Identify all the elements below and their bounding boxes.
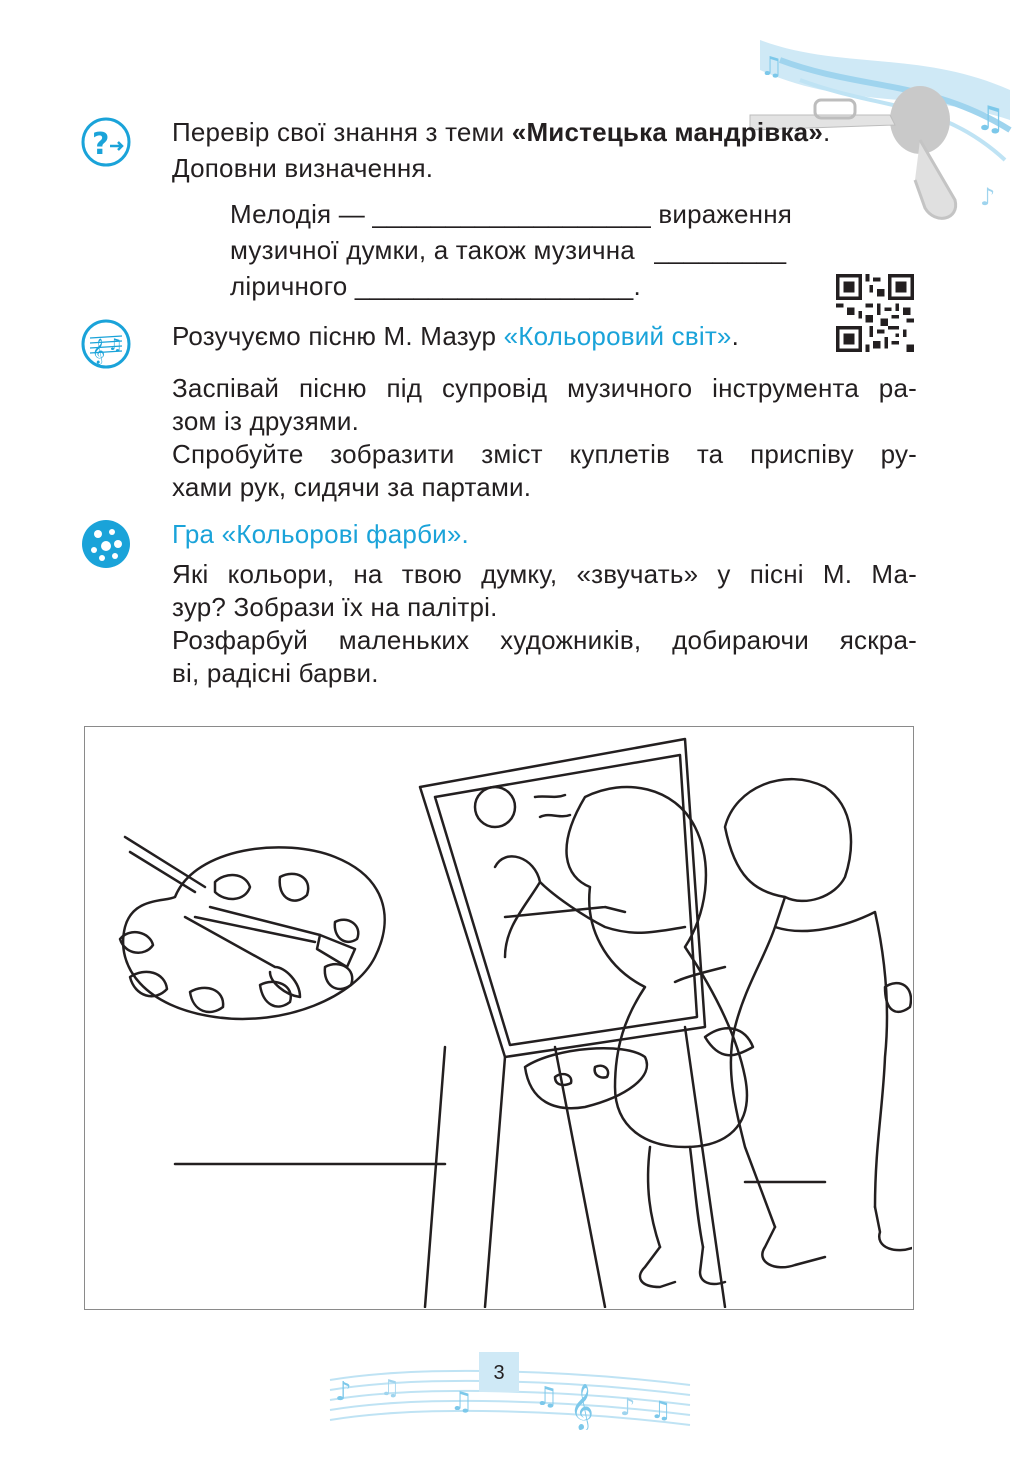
svg-text:♫: ♫ [975,99,1006,139]
task3-p2-line1: Розфарбуй маленьких художників, добираючи яскра- [172,625,917,655]
task1-text: Перевір свої знання з теми [172,117,512,147]
task2-p1-line1: Заспівай пісню під супровід музичного інструмента ра- [172,373,917,403]
svg-text:♪: ♪ [980,183,996,211]
topic-title: «Мистецька мандрівка» [511,117,823,147]
melody-term: Мелодія — [230,199,373,229]
coloring-children-painting-illustration[interactable] [85,727,912,1308]
definition-text: музичної думки, а також музична [230,235,643,265]
task2-text: Розучуємо пісню М. Мазур [172,321,504,351]
task1-period: . [822,117,831,147]
task2-period: . [731,321,740,351]
task1-line2: Доповни визначення. [172,153,434,183]
svg-text:♪: ♪ [620,1393,636,1421]
svg-text:♫: ♫ [108,335,123,354]
task3-p1-line2: зур? Зобрази їх на палітрі. [172,592,498,622]
question-arrow-icon [80,116,132,168]
music-notes-icon [80,318,132,370]
task2-heading [172,318,739,354]
definition-line3 [230,268,641,304]
svg-text:𝄞: 𝄞 [570,1384,594,1430]
definition-line1 [230,196,917,232]
qr-code-icon[interactable] [836,274,914,352]
definition-text: ліричного [230,271,355,301]
coloring-illustration-frame [84,726,914,1310]
task3-p1-line1: Які кольори, на твою думку, «звучать» у пісні М. Ма- [172,559,917,589]
task2-p2-line1: Спробуйте зобразити зміст куплетів та приспіву ру- [172,439,917,469]
game-title: Гра «Кольорові фарби». [172,519,469,549]
game-flowers-icon [80,518,132,570]
svg-text:𝄞: 𝄞 [92,339,106,364]
svg-text:♫: ♫ [450,1387,474,1417]
task2-p2-line2: хами рук, сидячи за партами. [172,472,532,502]
song-title-link[interactable]: «Кольоровий світ» [503,321,732,351]
blank-field-1[interactable]: ___________________ [372,199,651,229]
definition-text: вираження [650,199,793,229]
svg-text:♫: ♫ [650,1396,672,1424]
task1-line1 [172,114,917,150]
blank-field-2[interactable]: _________ [654,235,787,265]
task3-p2-line2: ві, радісні барви. [172,658,379,688]
svg-text:♫: ♫ [760,52,784,82]
task2-p1-line2: зом із друзями. [172,406,360,436]
svg-text:♫: ♫ [380,1376,400,1401]
blank-field-3[interactable]: ___________________ [354,271,634,301]
page-number: 3 [479,1352,519,1392]
svg-text:♫: ♫ [535,1382,559,1412]
svg-text:♪: ♪ [335,1377,352,1407]
definition-line2 [230,232,920,268]
svg-text:?: ? [92,127,110,162]
definition-period: . [633,271,641,301]
